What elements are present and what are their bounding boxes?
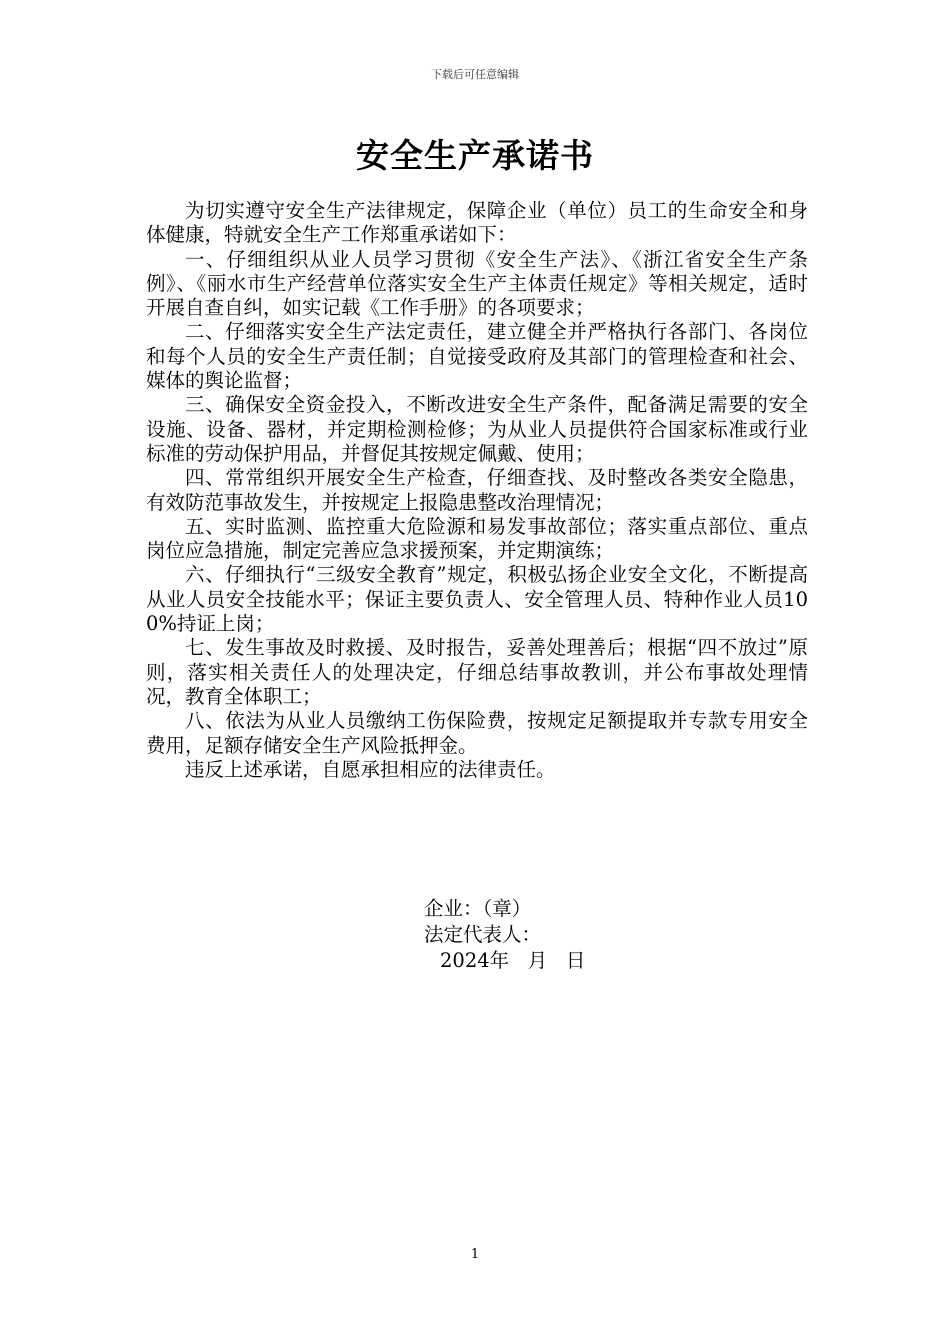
- signature-company: 企业：（章）: [424, 897, 532, 920]
- paragraph-item-8: 八、依法为从业人员缴纳工伤保险费，按规定足额提取并专款专用安全费用，足额存储安全生产风险抵押金。: [146, 709, 808, 757]
- document-title: 安全生产承诺书: [356, 136, 594, 175]
- paragraph-item-2: 二、仔细落实安全生产法定责任，建立健全并严格执行各部门、各岗位和每个人员的安全生产责任制；自觉接受政府及其部门的管理检查和社会、媒体的舆论监督；: [146, 320, 808, 393]
- paragraph-item-7: 七、发生事故及时救援、及时报告，妥善处理善后；根据“四不放过”原则，落实相关责任人的处理决定，仔细总结事故教训，并公布事故处理情况，教育全体职工；: [146, 636, 808, 708]
- paragraph-item-1: 一、仔细组织从业人员学习贯彻《安全生产法》、《浙江省安全生产条例》、《丽水市生产经营单位落实安全生产主体责任规定》等相关规定，适时开展自查自纠，如实记载《工作手册》的各项要求；: [146, 247, 808, 320]
- paragraph-item-3: 三、确保安全资金投入，不断改进安全生产条件，配备满足需要的安全设施、设备、器材，并定期检测检修；为从业人员提供符合国家标准或行业标准的劳动保护用品，并督促其按规定佩戴、使用；: [146, 393, 808, 465]
- document-body: [146, 199, 808, 782]
- paragraph-closing: 违反上述承诺，自愿承担相应的法律责任。: [185, 757, 556, 781]
- header-note: 下载后可任意编辑: [431, 68, 519, 81]
- page-number: 1: [470, 1247, 480, 1262]
- paragraph-intro: 为切实遵守安全生产法律规定，保障企业（单位）员工的生命安全和身体健康，特就安全生产工作郑重承诺如下：: [146, 199, 808, 247]
- paragraph-item-4: 四、常常组织开展安全生产检查，仔细查找、及时整改各类安全隐患，有效防范事故发生，并按规定上报隐患整改治理情况；: [146, 466, 808, 514]
- paragraph-item-5: 五、实时监测、监控重大危险源和易发事故部位；落实重点部位、重点岗位应急措施，制定完善应急求援预案，并定期演练；: [146, 514, 808, 563]
- paragraph-item-6: 六、仔细执行“三级安全教育”规定，积极弘扬企业安全文化，不断提高从业人员安全技能水平；保证主要负责人、安全管理人员、特种作业人员100%持证上岗；: [146, 563, 808, 636]
- signature-block: [424, 896, 724, 974]
- signature-legal-rep: 法定代表人：: [424, 923, 542, 946]
- signature-date: 2024年 月 日: [440, 949, 586, 972]
